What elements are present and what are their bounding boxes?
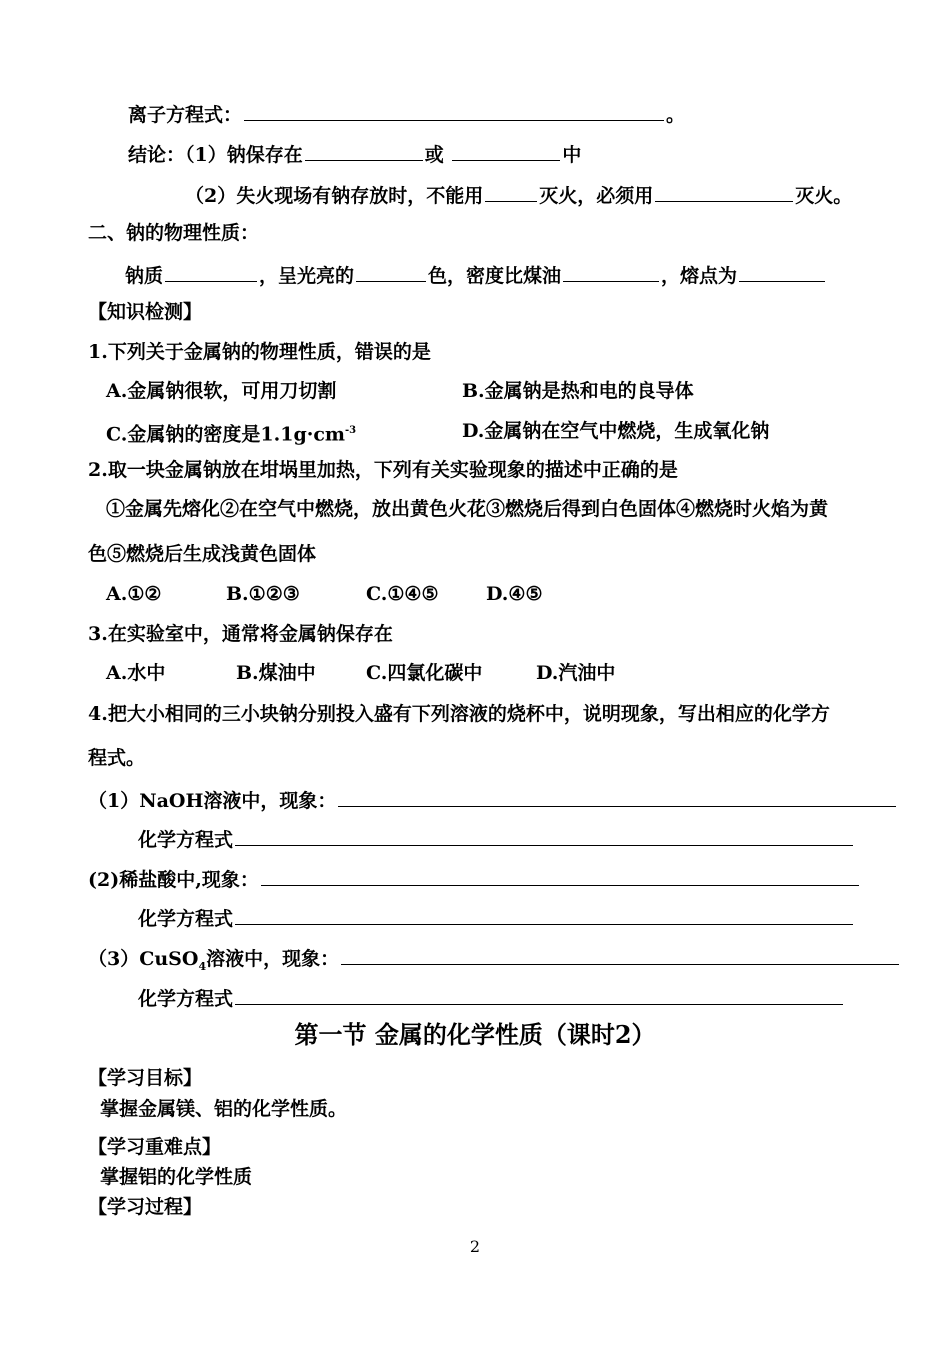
question-4-part-3-label-subscript: 4 bbox=[198, 959, 207, 973]
question-1-option-a[interactable]: A.金属钠很软，可用刀切割 bbox=[106, 380, 337, 402]
ionic-equation-line bbox=[128, 100, 685, 127]
question-4-part-3-equation bbox=[138, 984, 845, 1011]
question-1-option-b[interactable]: B.金属钠是热和电的良导体 bbox=[462, 380, 694, 402]
sodium-color-blank[interactable] bbox=[356, 261, 426, 282]
conclusion-2-prefix: （2）失火现场有钠存放时，不能用 bbox=[185, 185, 484, 207]
question-4-part-3-label-prefix: （3）CuSO bbox=[88, 948, 199, 970]
conclusion-2-mid: 灭火，必须用 bbox=[539, 185, 654, 207]
question-4-part-3-observation bbox=[88, 944, 901, 979]
question-4-part-2-label: (2)稀盐酸中,现象： bbox=[88, 869, 259, 891]
physical-properties-heading: 二、钠的物理性质： bbox=[88, 222, 260, 244]
sodium-properties-line bbox=[125, 261, 827, 288]
sodium-texture-blank[interactable] bbox=[165, 261, 257, 282]
learning-process-heading: 【学习过程】 bbox=[88, 1196, 203, 1218]
question-4-part-2-observation-blank[interactable] bbox=[261, 865, 859, 886]
conclusion-1-end: 中 bbox=[562, 144, 582, 166]
conclusion-2-line bbox=[185, 181, 852, 208]
question-4-part-1-equation-blank[interactable] bbox=[235, 825, 853, 846]
sodium-properties-text-1: 钠质 bbox=[125, 265, 164, 287]
conclusion-1-prefix: 结论：（1）钠保存在 bbox=[128, 144, 303, 166]
question-4-part-1-equation-label: 化学方程式 bbox=[138, 829, 234, 851]
question-4-part-2-equation bbox=[138, 904, 855, 931]
conclusion-2-end: 灭火。 bbox=[795, 185, 853, 207]
sodium-properties-text-2: ，呈光亮的 bbox=[259, 265, 355, 287]
question-4-part-1-observation bbox=[88, 786, 898, 813]
question-4-part-2-observation bbox=[88, 865, 861, 892]
sodium-properties-text-4: ，熔点为 bbox=[661, 265, 738, 287]
question-3-option-d[interactable]: D.汽油中 bbox=[536, 662, 616, 684]
question-4-part-3-equation-blank[interactable] bbox=[235, 984, 843, 1005]
question-4-part-2-equation-blank[interactable] bbox=[235, 904, 853, 925]
question-1-stem: 1.下列关于金属钠的物理性质，错误的是 bbox=[88, 341, 431, 363]
question-4-part-1-observation-blank[interactable] bbox=[338, 786, 896, 807]
question-3-option-b[interactable]: B.煤油中 bbox=[236, 662, 316, 684]
question-2-option-d[interactable]: D.④⑤ bbox=[486, 583, 543, 605]
question-4-part-2-equation-label: 化学方程式 bbox=[138, 908, 234, 930]
sodium-melting-point-blank[interactable] bbox=[739, 261, 825, 282]
ionic-equation-end: 。 bbox=[666, 104, 686, 126]
knowledge-check-heading: 【知识检测】 bbox=[88, 301, 203, 323]
conclusion-1-line bbox=[128, 140, 581, 167]
question-4-part-3-label-suffix: 溶液中，现象： bbox=[206, 948, 340, 970]
page-number: 2 bbox=[469, 1237, 481, 1256]
key-points-text: 掌握铝的化学性质 bbox=[100, 1166, 253, 1188]
question-4-part-3-equation-label: 化学方程式 bbox=[138, 988, 234, 1010]
question-2-description-line-1: ①金属先熔化②在空气中燃烧，放出黄色火花③燃烧后得到白色固体④燃烧时火焰为黄 bbox=[106, 498, 829, 520]
learning-goals-heading: 【学习目标】 bbox=[88, 1067, 203, 1089]
conclusion-1-blank-b[interactable] bbox=[452, 140, 560, 161]
question-2-description-line-2: 色⑤燃烧后生成浅黄色固体 bbox=[88, 543, 317, 565]
sodium-properties-text-3: 色，密度比煤油 bbox=[428, 265, 562, 287]
question-2-option-c[interactable]: C.①④⑤ bbox=[366, 583, 439, 605]
question-3-stem: 3.在实验室中，通常将金属钠保存在 bbox=[88, 623, 393, 645]
ionic-equation-blank[interactable] bbox=[244, 100, 664, 121]
question-4-stem-line-2: 程式。 bbox=[88, 747, 146, 769]
conclusion-2-blank-b[interactable] bbox=[655, 181, 793, 202]
question-3-option-a[interactable]: A.水中 bbox=[106, 662, 166, 684]
conclusion-1-blank-a[interactable] bbox=[305, 140, 423, 161]
question-3-option-c[interactable]: C.四氯化碳中 bbox=[366, 662, 483, 684]
ionic-equation-label: 离子方程式： bbox=[128, 104, 243, 126]
learning-goals-text: 掌握金属镁、铝的化学性质。 bbox=[100, 1098, 348, 1120]
question-1-option-c-text: C.金属钠的密度是1.1g·cm bbox=[106, 423, 346, 446]
conclusion-2-blank-a[interactable] bbox=[485, 181, 537, 202]
question-1-option-c[interactable] bbox=[106, 419, 356, 446]
question-2-option-b[interactable]: B.①②③ bbox=[226, 583, 300, 605]
question-1-option-d[interactable]: D.金属钠在空气中燃烧，生成氧化钠 bbox=[462, 420, 770, 442]
question-4-part-1-label: （1）NaOH溶液中，现象： bbox=[88, 790, 337, 812]
question-4-part-3-observation-blank[interactable] bbox=[341, 944, 899, 965]
conclusion-1-mid: 或 bbox=[424, 144, 444, 166]
lesson-2-title: 第一节 金属的化学性质（课时2） bbox=[294, 1020, 656, 1049]
question-2-stem: 2.取一块金属钠放在坩埚里加热，下列有关实验现象的描述中正确的是 bbox=[88, 459, 678, 481]
key-points-heading: 【学习重难点】 bbox=[88, 1136, 222, 1158]
question-4-stem-line-1: 4.把大小相同的三小块钠分别投入盛有下列溶液的烧杯中，说明现象，写出相应的化学方 bbox=[88, 703, 830, 725]
sodium-density-blank[interactable] bbox=[563, 261, 659, 282]
question-1-option-c-exponent: -3 bbox=[345, 425, 357, 436]
question-2-option-a[interactable]: A.①② bbox=[106, 583, 162, 605]
question-4-part-1-equation bbox=[138, 825, 855, 852]
